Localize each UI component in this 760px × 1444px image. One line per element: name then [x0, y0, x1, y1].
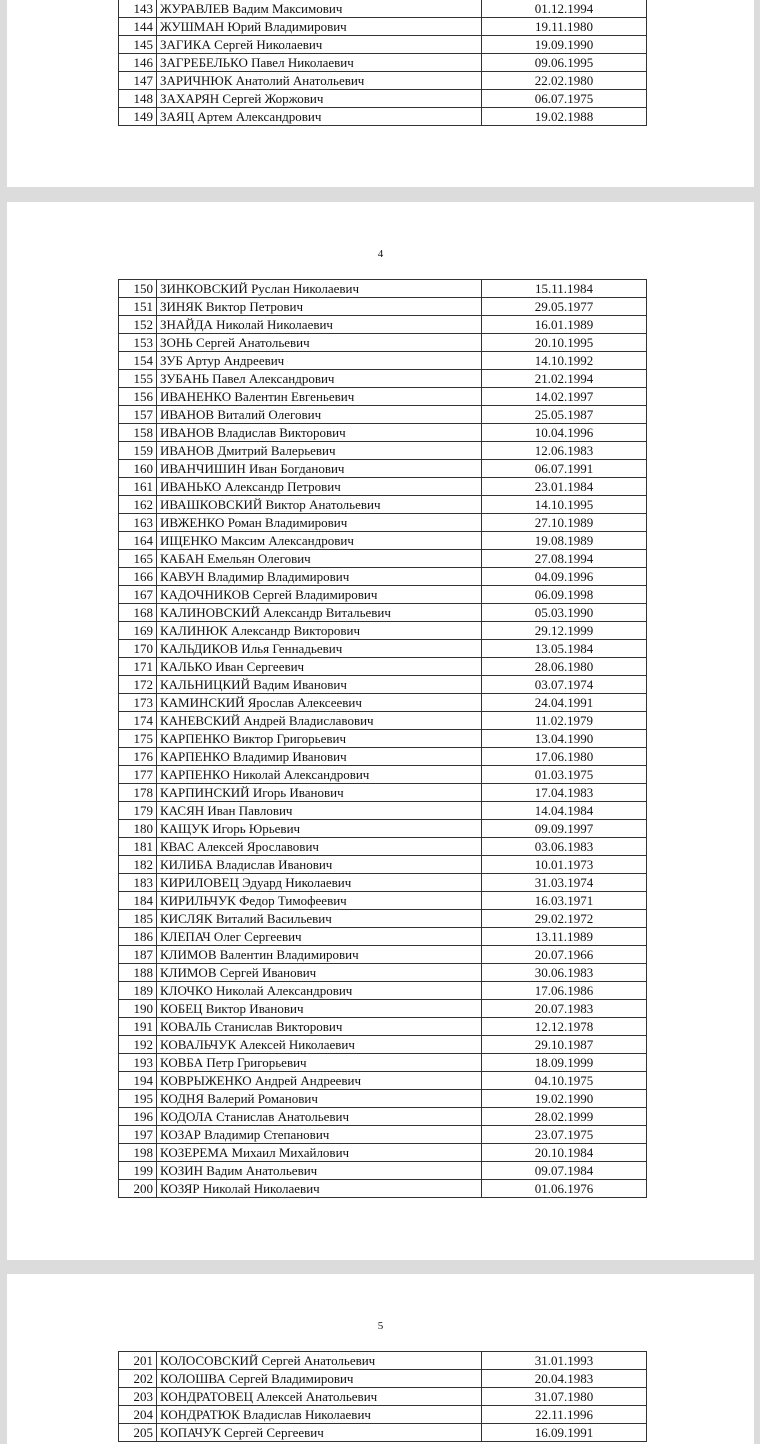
birth-date-cell: 23.01.1984	[482, 478, 647, 496]
full-name-cell: КОВАЛЬ Станислав Викторович	[157, 1018, 482, 1036]
birth-date-cell: 20.07.1983	[482, 1000, 647, 1018]
full-name-cell: КЛОЧКО Николай Александрович	[157, 982, 482, 1000]
row-number-cell: 173	[119, 694, 157, 712]
table-row	[119, 532, 647, 550]
row-number-cell: 205	[119, 1424, 157, 1442]
table-row	[119, 820, 647, 838]
table-row	[119, 964, 647, 982]
birth-date-cell: 17.04.1983	[482, 784, 647, 802]
full-name-cell: КОНДРАТЮК Владислав Николаевич	[157, 1406, 482, 1424]
row-number-cell: 202	[119, 1370, 157, 1388]
row-number-cell: 151	[119, 298, 157, 316]
birth-date-cell: 01.03.1975	[482, 766, 647, 784]
birth-date-cell: 06.07.1975	[482, 90, 647, 108]
row-number-cell: 185	[119, 910, 157, 928]
birth-date-cell: 29.02.1972	[482, 910, 647, 928]
table-row	[119, 1090, 647, 1108]
row-number-cell: 156	[119, 388, 157, 406]
row-number-cell: 165	[119, 550, 157, 568]
row-number-cell: 191	[119, 1018, 157, 1036]
row-number-cell: 163	[119, 514, 157, 532]
row-number-cell: 179	[119, 802, 157, 820]
table-row	[119, 352, 647, 370]
table-row	[119, 676, 647, 694]
birth-date-cell: 29.10.1987	[482, 1036, 647, 1054]
table-row	[119, 1406, 647, 1424]
full-name-cell: КОЗЯР Николай Николаевич	[157, 1180, 482, 1198]
full-name-cell: КАРПЕНКО Виктор Григорьевич	[157, 730, 482, 748]
table-row	[119, 604, 647, 622]
full-name-cell: КОЗАР Владимир Степанович	[157, 1126, 482, 1144]
table-row	[119, 910, 647, 928]
full-name-cell: ЗНАЙДА Николай Николаевич	[157, 316, 482, 334]
row-number-cell: 177	[119, 766, 157, 784]
table-row	[119, 54, 647, 72]
full-name-cell: ИВАШКОВСКИЙ Виктор Анатольевич	[157, 496, 482, 514]
row-number-cell: 172	[119, 676, 157, 694]
table-row	[119, 1144, 647, 1162]
full-name-cell: КОЗИН Вадим Анатольевич	[157, 1162, 482, 1180]
row-number-cell: 150	[119, 280, 157, 298]
row-number-cell: 180	[119, 820, 157, 838]
table-row	[119, 514, 647, 532]
table-row	[119, 982, 647, 1000]
birth-date-cell: 31.03.1974	[482, 874, 647, 892]
table-row	[119, 568, 647, 586]
row-number-cell: 167	[119, 586, 157, 604]
row-number-cell: 169	[119, 622, 157, 640]
row-number-cell: 162	[119, 496, 157, 514]
table-row	[119, 946, 647, 964]
full-name-cell: ЗАХАРЯН Сергей Жоржович	[157, 90, 482, 108]
row-number-cell: 203	[119, 1388, 157, 1406]
full-name-cell: КИРИЛЬЧУК Федор Тимофеевич	[157, 892, 482, 910]
birth-date-cell: 28.02.1999	[482, 1108, 647, 1126]
row-number-cell: 181	[119, 838, 157, 856]
table-row	[119, 424, 647, 442]
birth-date-cell: 22.02.1980	[482, 72, 647, 90]
table-row	[119, 370, 647, 388]
table-row	[119, 640, 647, 658]
table-row	[119, 442, 647, 460]
birth-date-cell: 13.04.1990	[482, 730, 647, 748]
table-row	[119, 1180, 647, 1198]
document-page-4	[7, 202, 754, 1260]
birth-date-cell: 10.04.1996	[482, 424, 647, 442]
full-name-cell: КАЩУК Игорь Юрьевич	[157, 820, 482, 838]
full-name-cell: КАРПЕНКО Николай Александрович	[157, 766, 482, 784]
row-number-cell: 175	[119, 730, 157, 748]
birth-date-cell: 17.06.1980	[482, 748, 647, 766]
row-number-cell: 194	[119, 1072, 157, 1090]
birth-date-cell: 18.09.1999	[482, 1054, 647, 1072]
birth-date-cell: 05.03.1990	[482, 604, 647, 622]
full-name-cell: КАРПИНСКИЙ Игорь Иванович	[157, 784, 482, 802]
table-row	[119, 802, 647, 820]
birth-date-cell: 19.08.1989	[482, 532, 647, 550]
row-number-cell: 152	[119, 316, 157, 334]
full-name-cell: ЗАЯЦ Артем Александрович	[157, 108, 482, 126]
row-number-cell: 192	[119, 1036, 157, 1054]
row-number-cell: 174	[119, 712, 157, 730]
birth-date-cell: 30.06.1983	[482, 964, 647, 982]
full-name-cell: ЖУРАВЛЕВ Вадим Максимович	[157, 0, 482, 18]
table-row	[119, 18, 647, 36]
full-name-cell: ИВАНЬКО Александр Петрович	[157, 478, 482, 496]
full-name-cell: КОЛОСОВСКИЙ Сергей Анатольевич	[157, 1352, 482, 1370]
full-name-cell: ЗАГРЕБЕЛЬКО Павел Николаевич	[157, 54, 482, 72]
table-row	[119, 784, 647, 802]
row-number-cell: 158	[119, 424, 157, 442]
birth-date-cell: 31.01.1993	[482, 1352, 647, 1370]
full-name-cell: КОЛОШВА Сергей Владимирович	[157, 1370, 482, 1388]
table-row	[119, 856, 647, 874]
full-name-cell: ИВАНЧИШИН Иван Богданович	[157, 460, 482, 478]
full-name-cell: КИЛИБА Владислав Иванович	[157, 856, 482, 874]
table-row	[119, 838, 647, 856]
birth-date-cell: 25.05.1987	[482, 406, 647, 424]
birth-date-cell: 14.02.1997	[482, 388, 647, 406]
document-page-3	[7, 0, 754, 187]
full-name-cell: ЗОНЬ Сергей Анатольевич	[157, 334, 482, 352]
row-number-cell: 149	[119, 108, 157, 126]
birth-date-cell: 24.04.1991	[482, 694, 647, 712]
table-body	[119, 1352, 647, 1442]
birth-date-cell: 22.11.1996	[482, 1406, 647, 1424]
row-number-cell: 160	[119, 460, 157, 478]
birth-date-cell: 03.07.1974	[482, 676, 647, 694]
row-number-cell: 153	[119, 334, 157, 352]
row-number-cell: 190	[119, 1000, 157, 1018]
table-row	[119, 730, 647, 748]
table-body	[119, 280, 647, 1198]
birth-date-cell: 29.05.1977	[482, 298, 647, 316]
table-row	[119, 334, 647, 352]
birth-date-cell: 19.09.1990	[482, 36, 647, 54]
birth-date-cell: 04.10.1975	[482, 1072, 647, 1090]
full-name-cell: КАСЯН Иван Павлович	[157, 802, 482, 820]
birth-date-cell: 11.02.1979	[482, 712, 647, 730]
full-name-cell: КОПАЧУК Сергей Сергеевич	[157, 1424, 482, 1442]
row-number-cell: 201	[119, 1352, 157, 1370]
birth-date-cell: 01.12.1994	[482, 0, 647, 18]
document-page-5	[7, 1274, 754, 1444]
table-row	[119, 766, 647, 784]
row-number-cell: 204	[119, 1406, 157, 1424]
birth-date-cell: 16.09.1991	[482, 1424, 647, 1442]
row-number-cell: 195	[119, 1090, 157, 1108]
table-row	[119, 460, 647, 478]
full-name-cell: КЛЕПАЧ Олег Сергеевич	[157, 928, 482, 946]
full-name-cell: ИВАНОВ Дмитрий Валерьевич	[157, 442, 482, 460]
full-name-cell: КАДОЧНИКОВ Сергей Владимирович	[157, 586, 482, 604]
birth-date-cell: 23.07.1975	[482, 1126, 647, 1144]
full-name-cell: КЛИМОВ Валентин Владимирович	[157, 946, 482, 964]
full-name-cell: ЗИНЯК Виктор Петрович	[157, 298, 482, 316]
birth-date-cell: 12.06.1983	[482, 442, 647, 460]
table-row	[119, 1054, 647, 1072]
table-row	[119, 1108, 647, 1126]
table-row	[119, 388, 647, 406]
table-row	[119, 712, 647, 730]
row-number-cell: 147	[119, 72, 157, 90]
birth-date-cell: 06.07.1991	[482, 460, 647, 478]
birth-date-cell: 21.02.1994	[482, 370, 647, 388]
full-name-cell: КИРИЛОВЕЦ Эдуард Николаевич	[157, 874, 482, 892]
full-name-cell: КОВАЛЬЧУК Алексей Николаевич	[157, 1036, 482, 1054]
row-number-cell: 146	[119, 54, 157, 72]
birth-date-cell: 29.12.1999	[482, 622, 647, 640]
row-number-cell: 189	[119, 982, 157, 1000]
table-row	[119, 748, 647, 766]
table-row	[119, 90, 647, 108]
row-number-cell: 154	[119, 352, 157, 370]
birth-date-cell: 28.06.1980	[482, 658, 647, 676]
row-number-cell: 166	[119, 568, 157, 586]
birth-date-cell: 09.07.1984	[482, 1162, 647, 1180]
birth-date-cell: 19.02.1990	[482, 1090, 647, 1108]
full-name-cell: КЛИМОВ Сергей Иванович	[157, 964, 482, 982]
row-number-cell: 176	[119, 748, 157, 766]
full-name-cell: КАЛИНОВСКИЙ Александр Витальевич	[157, 604, 482, 622]
row-number-cell: 183	[119, 874, 157, 892]
table-row	[119, 1126, 647, 1144]
full-name-cell: КАНЕВСКИЙ Андрей Владиславович	[157, 712, 482, 730]
full-name-cell: КОЗЕРЕМА Михаил Михайлович	[157, 1144, 482, 1162]
row-number-cell: 193	[119, 1054, 157, 1072]
table-row	[119, 406, 647, 424]
table-row	[119, 1388, 647, 1406]
table-row	[119, 298, 647, 316]
birth-date-cell: 15.11.1984	[482, 280, 647, 298]
row-number-cell: 170	[119, 640, 157, 658]
page-number: 4	[377, 248, 384, 260]
birth-date-cell: 03.06.1983	[482, 838, 647, 856]
full-name-cell: КОВРЫЖЕНКО Андрей Андреевич	[157, 1072, 482, 1090]
table-body	[119, 0, 647, 126]
full-name-cell: ЗАРИЧНЮК Анатолий Анатольевич	[157, 72, 482, 90]
table-row	[119, 550, 647, 568]
table-row	[119, 280, 647, 298]
table-row	[119, 1370, 647, 1388]
full-name-cell: КОНДРАТОВЕЦ Алексей Анатольевич	[157, 1388, 482, 1406]
full-name-cell: КАМИНСКИЙ Ярослав Алексеевич	[157, 694, 482, 712]
full-name-cell: ИВАНОВ Виталий Олегович	[157, 406, 482, 424]
table-row	[119, 72, 647, 90]
full-name-cell: ЖУШМАН Юрий Владимирович	[157, 18, 482, 36]
table-row	[119, 36, 647, 54]
birth-date-cell: 20.04.1983	[482, 1370, 647, 1388]
table-row	[119, 892, 647, 910]
birth-date-cell: 09.09.1997	[482, 820, 647, 838]
full-name-cell: КИСЛЯК Виталий Васильевич	[157, 910, 482, 928]
table-row	[119, 874, 647, 892]
table-row	[119, 108, 647, 126]
birth-date-cell: 01.06.1976	[482, 1180, 647, 1198]
table-row	[119, 1000, 647, 1018]
table-row	[119, 1352, 647, 1370]
birth-date-cell: 16.03.1971	[482, 892, 647, 910]
full-name-cell: КОДНЯ Валерий Романович	[157, 1090, 482, 1108]
row-number-cell: 155	[119, 370, 157, 388]
personnel-table	[118, 0, 647, 126]
row-number-cell: 188	[119, 964, 157, 982]
full-name-cell: ЗАГИКА Сергей Николаевич	[157, 36, 482, 54]
table-row	[119, 1162, 647, 1180]
birth-date-cell: 19.02.1988	[482, 108, 647, 126]
row-number-cell: 168	[119, 604, 157, 622]
birth-date-cell: 13.05.1984	[482, 640, 647, 658]
personnel-table	[118, 279, 647, 1198]
full-name-cell: ЗУБАНЬ Павел Александрович	[157, 370, 482, 388]
table-row	[119, 478, 647, 496]
row-number-cell: 171	[119, 658, 157, 676]
full-name-cell: КАЛЬДИКОВ Илья Геннадьевич	[157, 640, 482, 658]
row-number-cell: 200	[119, 1180, 157, 1198]
row-number-cell: 145	[119, 36, 157, 54]
birth-date-cell: 16.01.1989	[482, 316, 647, 334]
table-row	[119, 586, 647, 604]
full-name-cell: КАЛЬНИЦКИЙ Вадим Иванович	[157, 676, 482, 694]
full-name-cell: ИВЖЕНКО Роман Владимирович	[157, 514, 482, 532]
full-name-cell: КАБАН Емельян Олегович	[157, 550, 482, 568]
table-row	[119, 928, 647, 946]
birth-date-cell: 27.08.1994	[482, 550, 647, 568]
full-name-cell: КВАС Алексей Ярославович	[157, 838, 482, 856]
row-number-cell: 198	[119, 1144, 157, 1162]
birth-date-cell: 13.11.1989	[482, 928, 647, 946]
row-number-cell: 148	[119, 90, 157, 108]
full-name-cell: КАРПЕНКО Владимир Иванович	[157, 748, 482, 766]
row-number-cell: 144	[119, 18, 157, 36]
birth-date-cell: 17.06.1986	[482, 982, 647, 1000]
table-row	[119, 694, 647, 712]
full-name-cell: ЗИНКОВСКИЙ Руслан Николаевич	[157, 280, 482, 298]
table-row	[119, 1018, 647, 1036]
table-row	[119, 1072, 647, 1090]
birth-date-cell: 12.12.1978	[482, 1018, 647, 1036]
table-row	[119, 496, 647, 514]
full-name-cell: ИВАНОВ Владислав Викторович	[157, 424, 482, 442]
full-name-cell: ИЩЕНКО Максим Александрович	[157, 532, 482, 550]
row-number-cell: 197	[119, 1126, 157, 1144]
personnel-table	[118, 1351, 647, 1442]
table-row	[119, 622, 647, 640]
birth-date-cell: 10.01.1973	[482, 856, 647, 874]
row-number-cell: 178	[119, 784, 157, 802]
row-number-cell: 184	[119, 892, 157, 910]
row-number-cell: 161	[119, 478, 157, 496]
birth-date-cell: 31.07.1980	[482, 1388, 647, 1406]
birth-date-cell: 14.04.1984	[482, 802, 647, 820]
page-number: 5	[377, 1320, 384, 1332]
birth-date-cell: 06.09.1998	[482, 586, 647, 604]
table-row	[119, 1424, 647, 1442]
table-row	[119, 0, 647, 18]
full-name-cell: КОДОЛА Станислав Анатольевич	[157, 1108, 482, 1126]
full-name-cell: КАЛЬКО Иван Сергеевич	[157, 658, 482, 676]
row-number-cell: 143	[119, 0, 157, 18]
row-number-cell: 187	[119, 946, 157, 964]
full-name-cell: КАЛИНЮК Александр Викторович	[157, 622, 482, 640]
row-number-cell: 196	[119, 1108, 157, 1126]
row-number-cell: 164	[119, 532, 157, 550]
birth-date-cell: 20.07.1966	[482, 946, 647, 964]
full-name-cell: КОВБА Петр Григорьевич	[157, 1054, 482, 1072]
birth-date-cell: 14.10.1992	[482, 352, 647, 370]
full-name-cell: ИВАНЕНКО Валентин Евгеньевич	[157, 388, 482, 406]
full-name-cell: КАВУН Владимир Владимирович	[157, 568, 482, 586]
birth-date-cell: 20.10.1995	[482, 334, 647, 352]
row-number-cell: 186	[119, 928, 157, 946]
birth-date-cell: 14.10.1995	[482, 496, 647, 514]
row-number-cell: 199	[119, 1162, 157, 1180]
birth-date-cell: 09.06.1995	[482, 54, 647, 72]
full-name-cell: КОБЕЦ Виктор Иванович	[157, 1000, 482, 1018]
table-row	[119, 658, 647, 676]
row-number-cell: 157	[119, 406, 157, 424]
birth-date-cell: 19.11.1980	[482, 18, 647, 36]
row-number-cell: 182	[119, 856, 157, 874]
table-row	[119, 1036, 647, 1054]
row-number-cell: 159	[119, 442, 157, 460]
table-row	[119, 316, 647, 334]
birth-date-cell: 04.09.1996	[482, 568, 647, 586]
full-name-cell: ЗУБ Артур Андреевич	[157, 352, 482, 370]
birth-date-cell: 27.10.1989	[482, 514, 647, 532]
birth-date-cell: 20.10.1984	[482, 1144, 647, 1162]
